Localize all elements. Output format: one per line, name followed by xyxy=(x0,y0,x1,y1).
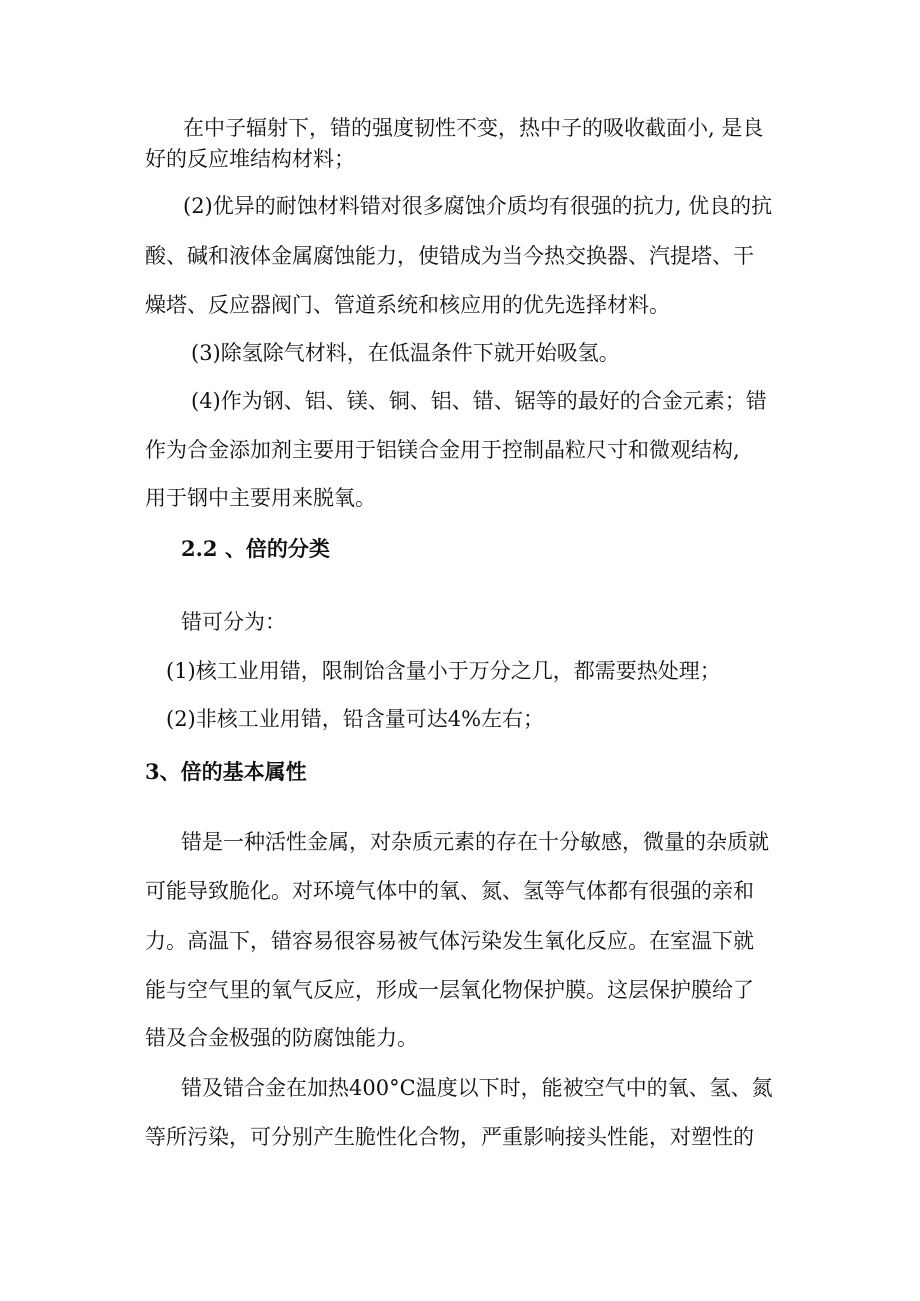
paragraph-6-line-4: 能与空气里的氧气反应，形成一层氧化物保护膜。这层保护膜给了 xyxy=(145,978,754,1002)
paragraph-2-line-3: 燥塔、反应器阀门、管道系统和核应用的优先选择材料。 xyxy=(145,293,670,317)
paragraph-4-line-3: 用于钢中主要用来脱氧。 xyxy=(145,486,376,510)
paragraph-6-line-2: 可能导致脆化。对环境气体中的氧、氮、氢等气体都有很强的亲和 xyxy=(145,879,754,903)
list-item-1: (1)核工业用错，限制饴含量小于万分之几，都需要热处理； xyxy=(166,659,721,683)
paragraph-1-line-2: 好的反应堆结构材料； xyxy=(145,147,355,171)
paragraph-6-line-1: 错是一种活性金属，对杂质元素的存在十分敏感，微量的杂质就 xyxy=(181,830,769,854)
paragraph-2-line-2: 酸、碱和液体金属腐蚀能力，使错成为当今热交换器、汽提塔、干 xyxy=(145,244,754,268)
paragraph-2-line-1: (2)优异的耐蚀材料错对很多腐蚀介质均有很强的抗力, 优良的抗 xyxy=(183,194,773,218)
paragraph-5-line-1: 错可分为： xyxy=(181,610,286,634)
list-item-2: (2)非核工业用错，铅含量可达4%左右； xyxy=(166,707,545,731)
section-heading-2-2: 2.2 、倍的分类 xyxy=(181,536,330,561)
paragraph-1-line-1: 在中子辐射下，错的强度韧性不变，热中子的吸收截面小, 是良 xyxy=(183,116,764,140)
paragraph-6-line-3: 力。高温下，错容易很容易被气体污染发生氧化反应。在室温下就 xyxy=(145,929,754,953)
paragraph-4-line-2: 作为合金添加剂主要用于铝镁合金用于控制晶粒尺寸和微观结构, xyxy=(145,438,740,462)
paragraph-7-line-1: 错及错合金在加热400°C温度以下时，能被空气中的氧、氢、氮 xyxy=(181,1076,773,1100)
section-heading-3: 3、倍的基本属性 xyxy=(145,759,307,784)
paragraph-7-line-2: 等所污染，可分别产生脆性化合物，严重影响接头性能，对塑性的 xyxy=(145,1125,754,1149)
paragraph-6-line-5: 错及合金极强的防腐蚀能力。 xyxy=(145,1026,418,1050)
paragraph-4-line-1: (4)作为钢、铝、镁、铜、铝、错、锯等的最好的合金元素；错 xyxy=(191,389,767,413)
paragraph-3-line-1: (3)除氢除气材料，在低温条件下就开始吸氢。 xyxy=(191,341,620,365)
